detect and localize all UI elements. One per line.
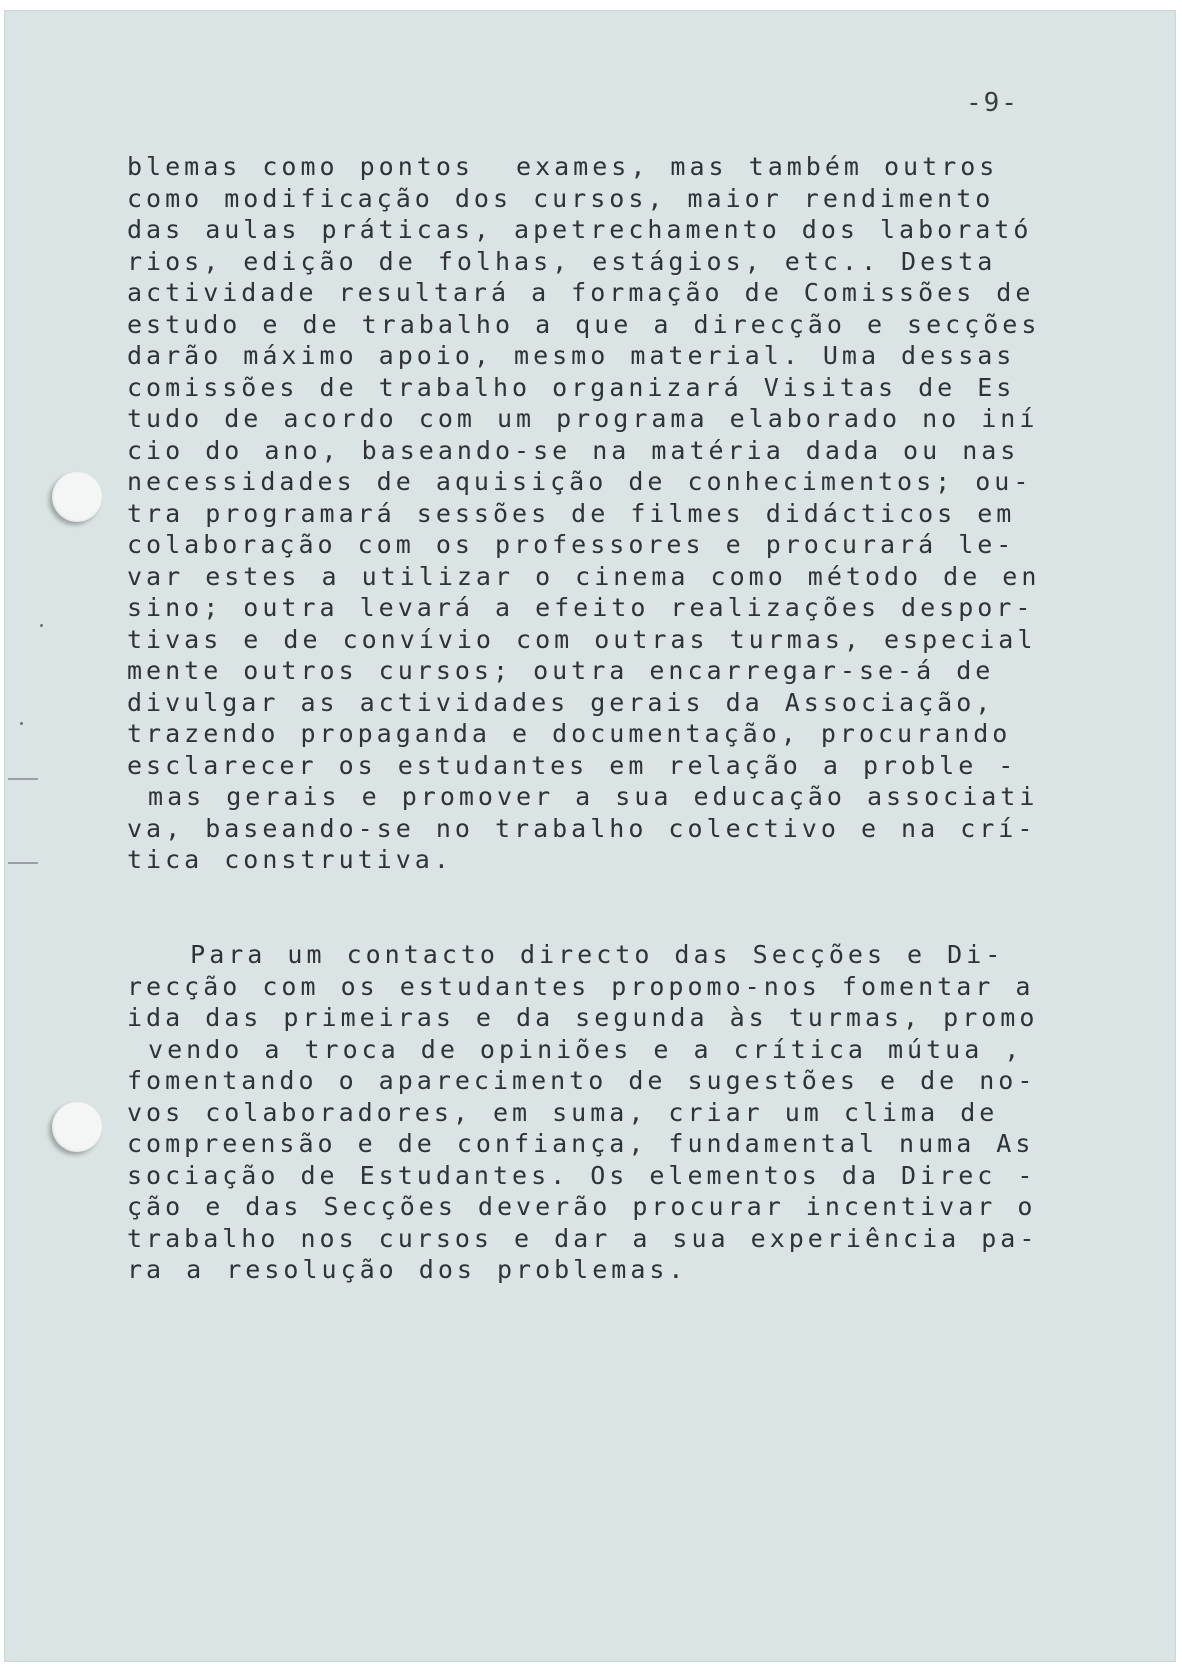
text-line: blemas como pontos exames, mas também outros xyxy=(127,152,999,181)
text-line: fomentando o aparecimento de sugestões e de no- xyxy=(127,1066,1037,1095)
text-line: ida das primeiras e da segunda às turmas, promo xyxy=(127,1003,1039,1032)
ink-speck xyxy=(20,722,23,725)
text-line: trabalho nos cursos e dar a sua experiência pa- xyxy=(127,1223,1039,1253)
text-line: darão máximo apoio, mesmo material. Uma dessas xyxy=(127,341,1016,370)
text-line: tivas e de convívio com outras turmas, especial xyxy=(127,624,1037,654)
text-line: sociação de Estudantes. Os elementos da Direc - xyxy=(127,1160,1037,1190)
text-line: estudo e de trabalho a que a direcção e secções xyxy=(127,309,1041,339)
page-number: -9- xyxy=(966,88,1019,118)
text-line: Para um contacto directo das Secções e Di- xyxy=(127,940,1005,969)
text-line: necessidades de aquisição de conhecimentos; ou- xyxy=(127,467,1033,496)
text-line: tica construtiva. xyxy=(127,845,453,874)
text-line: var estes a utilizar o cinema como método de en xyxy=(127,561,1041,591)
text-line: tudo de acordo com um programa elaborado no iní xyxy=(127,404,1039,433)
text-line: divulgar as actividades gerais da Associação, xyxy=(127,687,995,717)
text-line: comissões de trabalho organizará Visitas de Es xyxy=(127,372,1016,402)
text-line: rios, edição de folhas, estágios, etc.. Desta xyxy=(127,246,997,276)
typewritten-page xyxy=(4,10,1176,1662)
text-line: ra a resolução dos problemas. xyxy=(127,1255,688,1284)
text-line: ção e das Secções deverão procurar incentivar o xyxy=(127,1192,1037,1221)
text-line: recção com os estudantes propomo-nos fomentar a xyxy=(127,971,1035,1001)
text-line: colaboração com os professores e procurará le- xyxy=(127,530,1016,559)
punch-hole xyxy=(52,472,102,522)
text-line: va, baseando-se no trabalho colectivo e na crí- xyxy=(127,813,1037,843)
punch-hole xyxy=(52,1102,102,1152)
text-line: esclarecer os estudantes em relação a proble - xyxy=(127,750,1018,780)
text-line: actividade resultará a formação de Comissões de xyxy=(127,278,1035,307)
edge-mark xyxy=(8,862,38,864)
text-line: tra programará sessões de filmes didácticos em xyxy=(127,498,1016,528)
text-line: mente outros cursos; outra encarregar-se-á de xyxy=(127,656,995,685)
text-line: trazendo propaganda e documentação, procurando xyxy=(127,719,1012,748)
text-line: sino; outra levará a efeito realizações despor- xyxy=(127,593,1035,622)
text-line: como modificação dos cursos, maior rendimento xyxy=(127,183,995,213)
paragraph-committees xyxy=(127,151,1040,876)
text-line: mas gerais e promover a sua educação associati xyxy=(127,782,1039,811)
edge-mark xyxy=(8,778,38,780)
ink-speck xyxy=(40,624,43,627)
text-line: vendo a troca de opiniões e a crítica mútua , xyxy=(127,1034,1024,1064)
text-line: vos colaboradores, em suma, criar um clima de xyxy=(127,1097,999,1127)
text-line: das aulas práticas, apetrechamento dos laborató xyxy=(127,215,1033,244)
paragraph-contact xyxy=(127,939,1038,1286)
text-line: cio do ano, baseando-se na matéria dada ou nas xyxy=(127,435,1020,465)
text-line: compreensão e de confiança, fundamental numa As xyxy=(127,1129,1035,1158)
